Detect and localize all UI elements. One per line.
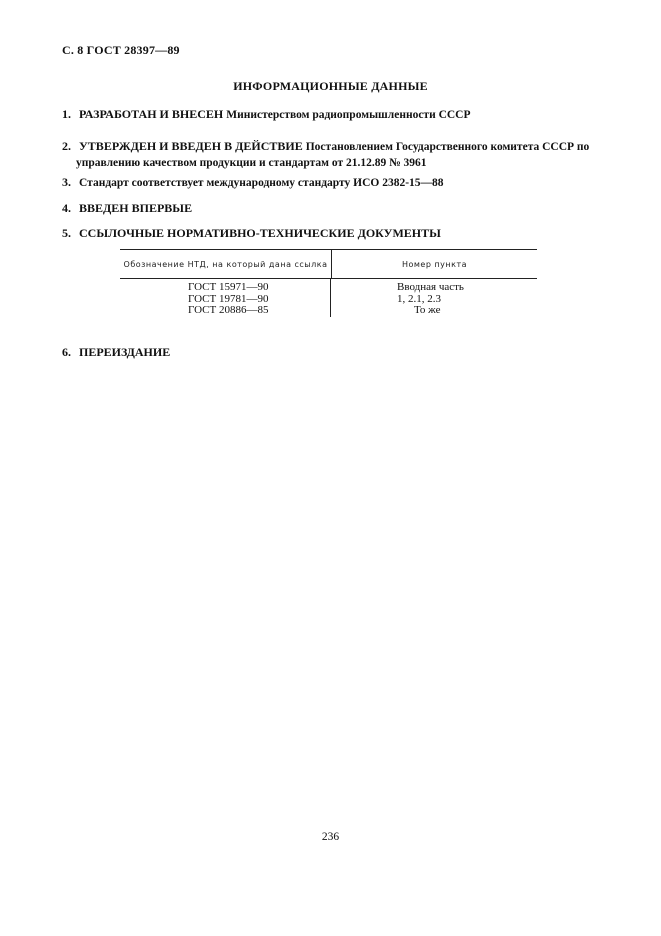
table-column-documents bbox=[120, 279, 331, 317]
table-header-clause: Номер пункта bbox=[401, 259, 468, 269]
table-body bbox=[120, 279, 537, 317]
table-header-document: Обозначение НТД, на который дана ссылка bbox=[120, 250, 332, 278]
item-lead: ССЫЛОЧНЫЕ НОРМАТИВНО-ТЕХНИЧЕСКИЕ ДОКУМЕНТЫ bbox=[79, 226, 441, 240]
item-number: 2. bbox=[62, 139, 71, 153]
info-item-6 bbox=[62, 344, 607, 360]
page-number: 236 bbox=[321, 831, 340, 843]
table-header-row bbox=[120, 250, 537, 279]
page-header: С. 8 ГОСТ 28397—89 bbox=[62, 43, 180, 57]
info-item-2 bbox=[62, 138, 607, 171]
item-lead: УТВЕРЖДЕН И ВВЕДЕН В ДЕЙСТВИЕ bbox=[79, 139, 303, 153]
table-column-clauses bbox=[331, 279, 537, 317]
item-text-continuation: управлению качеством продукции и стандартам от 21.12.89 № 3961 bbox=[76, 157, 427, 169]
table-cell-doc: ГОСТ 15971—90 bbox=[188, 281, 269, 293]
item-number: 4. bbox=[62, 201, 71, 215]
item-number: 3. bbox=[62, 175, 71, 189]
item-text: Министерством радиопромышленности СССР bbox=[226, 109, 471, 121]
item-text: Постановлением Государственного комитета СССР по bbox=[305, 141, 590, 153]
info-item-4 bbox=[62, 200, 607, 216]
info-item-3 bbox=[62, 174, 607, 191]
item-lead: ВВЕДЕН ВПЕРВЫЕ bbox=[79, 201, 193, 215]
table-cell-clause: Вводная часть bbox=[397, 281, 464, 293]
item-number: 1. bbox=[62, 107, 71, 121]
reference-documents-table bbox=[120, 249, 537, 317]
item-lead: РАЗРАБОТАН И ВНЕСЕН bbox=[79, 107, 224, 121]
info-item-5 bbox=[62, 225, 607, 241]
item-lead: ПЕРЕИЗДАНИЕ bbox=[79, 345, 171, 359]
table-cell-clause: 1, 2.1, 2.3 bbox=[397, 292, 441, 305]
table-cell-doc: ГОСТ 19781—90 bbox=[188, 292, 269, 305]
section-title: ИНФОРМАЦИОННЫЕ ДАННЫЕ bbox=[233, 79, 428, 93]
table-cell-doc: ГОСТ 20886—85 bbox=[188, 304, 269, 316]
info-item-1 bbox=[62, 106, 607, 123]
item-text: Стандарт соответствует международному стандарту ИСО 2382-15—88 bbox=[79, 177, 444, 189]
item-number: 6. bbox=[62, 345, 71, 359]
table-cell-clause: То же bbox=[414, 304, 441, 316]
item-number: 5. bbox=[62, 226, 71, 240]
